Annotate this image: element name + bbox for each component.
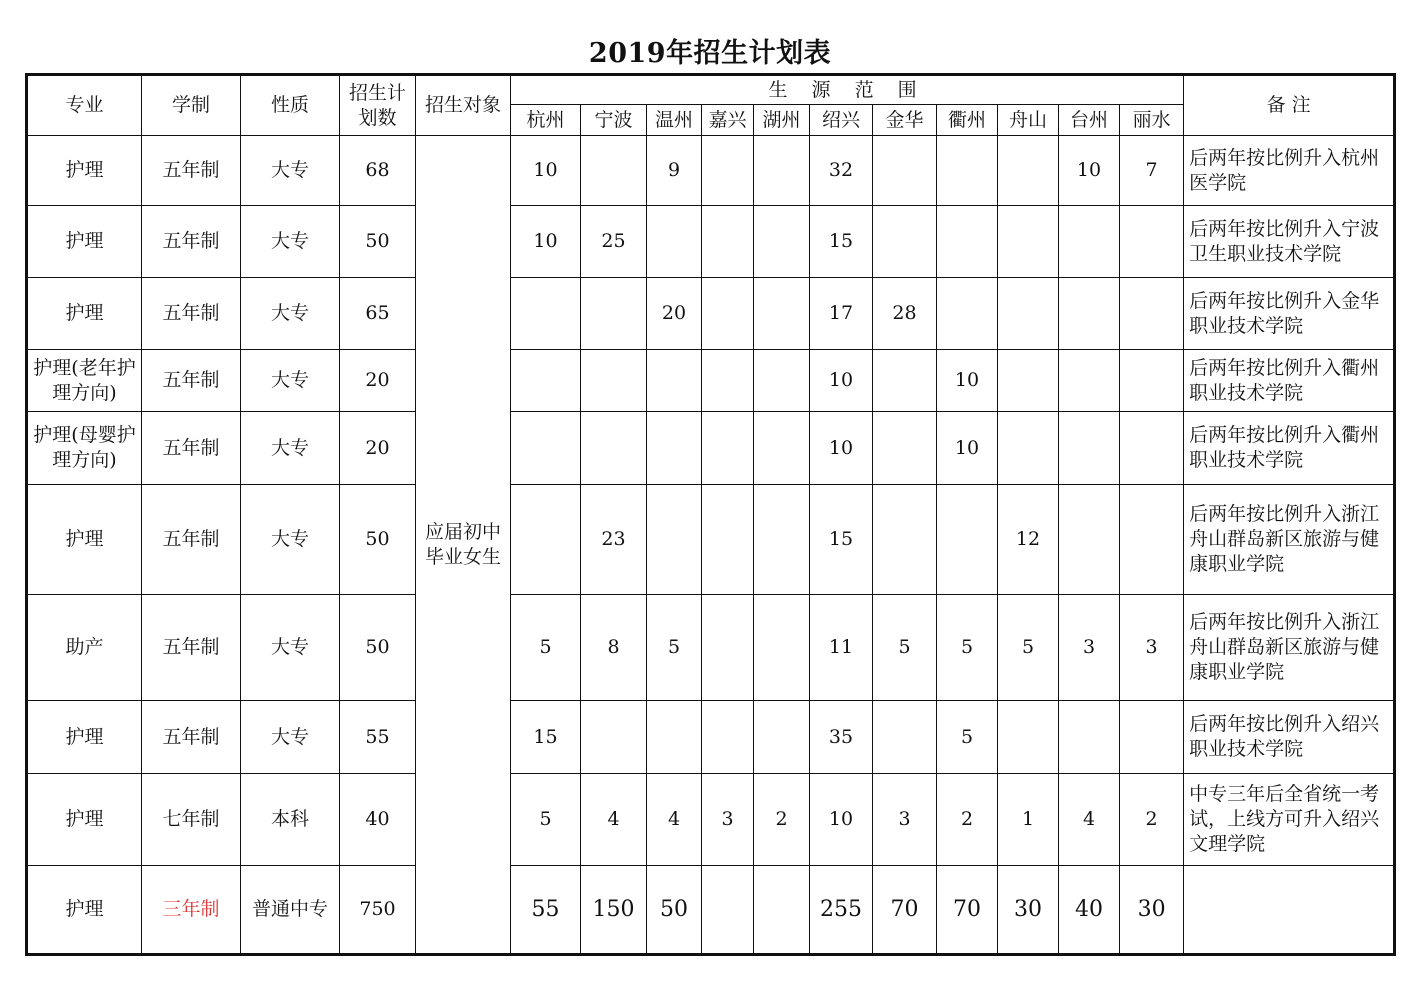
city-count-cell: 4 [581, 774, 647, 866]
city-count-cell: 3 [702, 774, 754, 866]
major-cell: 护理 [27, 278, 142, 350]
duration-cell: 三年制 [142, 866, 241, 955]
major-cell: 护理(母婴护理方向) [27, 412, 142, 485]
quota-cell: 50 [340, 485, 416, 595]
city-count-cell: 11 [810, 595, 873, 701]
city-count-cell [754, 485, 810, 595]
duration-cell: 五年制 [142, 485, 241, 595]
city-count-cell [702, 412, 754, 485]
city-count-cell: 10 [937, 412, 998, 485]
city-count-cell [511, 485, 581, 595]
city-count-cell [702, 866, 754, 955]
city-count-cell: 10 [810, 774, 873, 866]
city-count-cell [998, 701, 1059, 774]
header-source-range: 生 源 范 围 [511, 75, 1184, 105]
city-count-cell: 17 [810, 278, 873, 350]
city-count-cell [754, 412, 810, 485]
city-count-cell: 35 [810, 701, 873, 774]
city-count-cell: 2 [754, 774, 810, 866]
type-cell: 大专 [241, 278, 340, 350]
type-cell: 大专 [241, 485, 340, 595]
city-count-cell: 30 [998, 866, 1059, 955]
city-count-cell [1059, 278, 1120, 350]
city-count-cell [702, 485, 754, 595]
remark-cell: 后两年按比例升入杭州医学院 [1184, 136, 1395, 206]
city-count-cell: 150 [581, 866, 647, 955]
city-count-cell [873, 412, 937, 485]
city-count-cell: 10 [511, 136, 581, 206]
header-city: 温州 [647, 105, 702, 136]
city-count-cell [581, 412, 647, 485]
major-cell: 护理 [27, 485, 142, 595]
major-cell: 助产 [27, 595, 142, 701]
quota-cell: 50 [340, 595, 416, 701]
duration-cell: 七年制 [142, 774, 241, 866]
city-count-cell: 5 [998, 595, 1059, 701]
city-count-cell [702, 701, 754, 774]
city-count-cell [873, 136, 937, 206]
type-cell: 普通中专 [241, 866, 340, 955]
city-count-cell [581, 350, 647, 412]
city-count-cell [998, 206, 1059, 278]
quota-cell: 20 [340, 412, 416, 485]
city-count-cell: 30 [1120, 866, 1184, 955]
quota-cell: 55 [340, 701, 416, 774]
city-count-cell [647, 485, 702, 595]
city-count-cell: 70 [937, 866, 998, 955]
city-count-cell [581, 701, 647, 774]
header-target: 招生对象 [416, 75, 511, 136]
city-count-cell: 5 [937, 595, 998, 701]
major-cell: 护理 [27, 866, 142, 955]
major-cell: 护理 [27, 774, 142, 866]
quota-cell: 68 [340, 136, 416, 206]
city-count-cell: 2 [1120, 774, 1184, 866]
target-cell: 应届初中毕业女生 [416, 136, 511, 955]
city-count-cell [937, 278, 998, 350]
header-city: 湖州 [754, 105, 810, 136]
duration-cell: 五年制 [142, 206, 241, 278]
city-count-cell [998, 278, 1059, 350]
remark-cell: 后两年按比例升入浙江舟山群岛新区旅游与健康职业学院 [1184, 595, 1395, 701]
header-type: 性质 [241, 75, 340, 136]
plan-row [27, 774, 1395, 866]
city-count-cell [702, 350, 754, 412]
city-count-cell: 10 [810, 350, 873, 412]
major-cell: 护理 [27, 136, 142, 206]
city-count-cell [1059, 485, 1120, 595]
quota-cell: 20 [340, 350, 416, 412]
city-count-cell: 1 [998, 774, 1059, 866]
city-count-cell [998, 350, 1059, 412]
header-major: 专业 [27, 75, 142, 136]
type-cell: 大专 [241, 136, 340, 206]
city-count-cell [873, 485, 937, 595]
city-count-cell [1120, 206, 1184, 278]
header-duration: 学制 [142, 75, 241, 136]
city-count-cell [702, 595, 754, 701]
header-city: 绍兴 [810, 105, 873, 136]
city-count-cell: 5 [647, 595, 702, 701]
type-cell: 大专 [241, 412, 340, 485]
city-count-cell: 55 [511, 866, 581, 955]
city-count-cell [647, 206, 702, 278]
city-count-cell [754, 206, 810, 278]
city-count-cell [702, 206, 754, 278]
city-count-cell: 4 [647, 774, 702, 866]
type-cell: 大专 [241, 350, 340, 412]
header-city: 嘉兴 [702, 105, 754, 136]
city-count-cell: 3 [1120, 595, 1184, 701]
city-count-cell [1059, 701, 1120, 774]
city-count-cell: 5 [511, 774, 581, 866]
plan-row [27, 701, 1395, 774]
header-row [27, 75, 1395, 105]
city-count-cell [1059, 412, 1120, 485]
major-cell: 护理 [27, 701, 142, 774]
city-count-cell: 10 [810, 412, 873, 485]
city-count-cell: 70 [873, 866, 937, 955]
plan-row [27, 136, 1395, 206]
city-count-cell [754, 350, 810, 412]
city-count-cell [1120, 701, 1184, 774]
type-cell: 大专 [241, 701, 340, 774]
major-cell: 护理 [27, 206, 142, 278]
city-count-cell [937, 206, 998, 278]
city-count-cell [873, 206, 937, 278]
quota-cell: 50 [340, 206, 416, 278]
remark-cell: 后两年按比例升入衢州职业技术学院 [1184, 350, 1395, 412]
city-count-cell: 4 [1059, 774, 1120, 866]
duration-cell: 五年制 [142, 701, 241, 774]
remark-cell: 中专三年后全省统一考试，上线方可升入绍兴文理学院 [1184, 774, 1395, 866]
plan-row [27, 866, 1395, 955]
remark-cell: 后两年按比例升入浙江舟山群岛新区旅游与健康职业学院 [1184, 485, 1395, 595]
city-count-cell [1120, 278, 1184, 350]
duration-cell: 五年制 [142, 136, 241, 206]
city-count-cell: 3 [873, 774, 937, 866]
plan-row [27, 412, 1395, 485]
city-count-cell [581, 136, 647, 206]
header-quota: 招生计划数 [340, 75, 416, 136]
city-count-cell [511, 412, 581, 485]
city-count-cell [1120, 412, 1184, 485]
city-count-cell: 50 [647, 866, 702, 955]
city-count-cell [998, 136, 1059, 206]
plan-row [27, 595, 1395, 701]
city-count-cell [1059, 206, 1120, 278]
city-count-cell: 9 [647, 136, 702, 206]
city-count-cell: 3 [1059, 595, 1120, 701]
city-count-cell: 23 [581, 485, 647, 595]
city-count-cell: 15 [511, 701, 581, 774]
city-count-cell [702, 278, 754, 350]
city-count-cell [581, 278, 647, 350]
city-count-cell [754, 595, 810, 701]
remark-cell: 后两年按比例升入衢州职业技术学院 [1184, 412, 1395, 485]
city-count-cell [754, 866, 810, 955]
header-city: 台州 [1059, 105, 1120, 136]
duration-cell: 五年制 [142, 595, 241, 701]
page-title: 2019年招生计划表 [588, 38, 832, 69]
enrollment-plan-table [25, 73, 1396, 956]
city-count-cell [937, 136, 998, 206]
header-city: 丽水 [1120, 105, 1184, 136]
city-count-cell: 8 [581, 595, 647, 701]
header-city: 宁波 [581, 105, 647, 136]
remark-cell: 后两年按比例升入金华职业技术学院 [1184, 278, 1395, 350]
city-count-cell: 40 [1059, 866, 1120, 955]
type-cell: 本科 [241, 774, 340, 866]
city-count-cell [754, 701, 810, 774]
city-count-cell: 15 [810, 206, 873, 278]
header-city: 舟山 [998, 105, 1059, 136]
type-cell: 大专 [241, 206, 340, 278]
city-count-cell: 32 [810, 136, 873, 206]
header-city: 杭州 [511, 105, 581, 136]
city-count-cell [1120, 485, 1184, 595]
city-count-cell [647, 350, 702, 412]
city-count-cell [647, 412, 702, 485]
city-count-cell: 255 [810, 866, 873, 955]
city-count-cell: 20 [647, 278, 702, 350]
city-count-cell: 10 [511, 206, 581, 278]
city-count-cell: 25 [581, 206, 647, 278]
city-count-cell [873, 350, 937, 412]
city-count-cell: 10 [937, 350, 998, 412]
plan-row [27, 206, 1395, 278]
remark-cell: 后两年按比例升入宁波卫生职业技术学院 [1184, 206, 1395, 278]
plan-row [27, 350, 1395, 412]
city-count-cell [754, 136, 810, 206]
remark-cell [1184, 866, 1395, 955]
city-count-cell: 28 [873, 278, 937, 350]
city-count-cell: 2 [937, 774, 998, 866]
plan-row [27, 485, 1395, 595]
city-count-cell [873, 701, 937, 774]
city-count-cell [647, 701, 702, 774]
plan-row [27, 278, 1395, 350]
city-count-cell: 5 [511, 595, 581, 701]
type-cell: 大专 [241, 595, 340, 701]
quota-cell: 750 [340, 866, 416, 955]
quota-cell: 40 [340, 774, 416, 866]
city-count-cell: 10 [1059, 136, 1120, 206]
city-count-cell [511, 350, 581, 412]
city-count-cell [702, 136, 754, 206]
quota-cell: 65 [340, 278, 416, 350]
header-remark: 备 注 [1184, 75, 1395, 136]
duration-cell: 五年制 [142, 412, 241, 485]
city-count-cell [754, 278, 810, 350]
major-cell: 护理(老年护理方向) [27, 350, 142, 412]
city-count-cell [1120, 350, 1184, 412]
city-count-cell: 7 [1120, 136, 1184, 206]
city-count-cell [1059, 350, 1120, 412]
duration-cell: 五年制 [142, 350, 241, 412]
remark-cell: 后两年按比例升入绍兴职业技术学院 [1184, 701, 1395, 774]
city-count-cell [511, 278, 581, 350]
city-count-cell [937, 485, 998, 595]
city-count-cell: 15 [810, 485, 873, 595]
city-count-cell: 5 [873, 595, 937, 701]
city-count-cell: 5 [937, 701, 998, 774]
duration-cell: 五年制 [142, 278, 241, 350]
header-city: 金华 [873, 105, 937, 136]
header-city: 衢州 [937, 105, 998, 136]
city-count-cell [998, 412, 1059, 485]
city-count-cell: 12 [998, 485, 1059, 595]
